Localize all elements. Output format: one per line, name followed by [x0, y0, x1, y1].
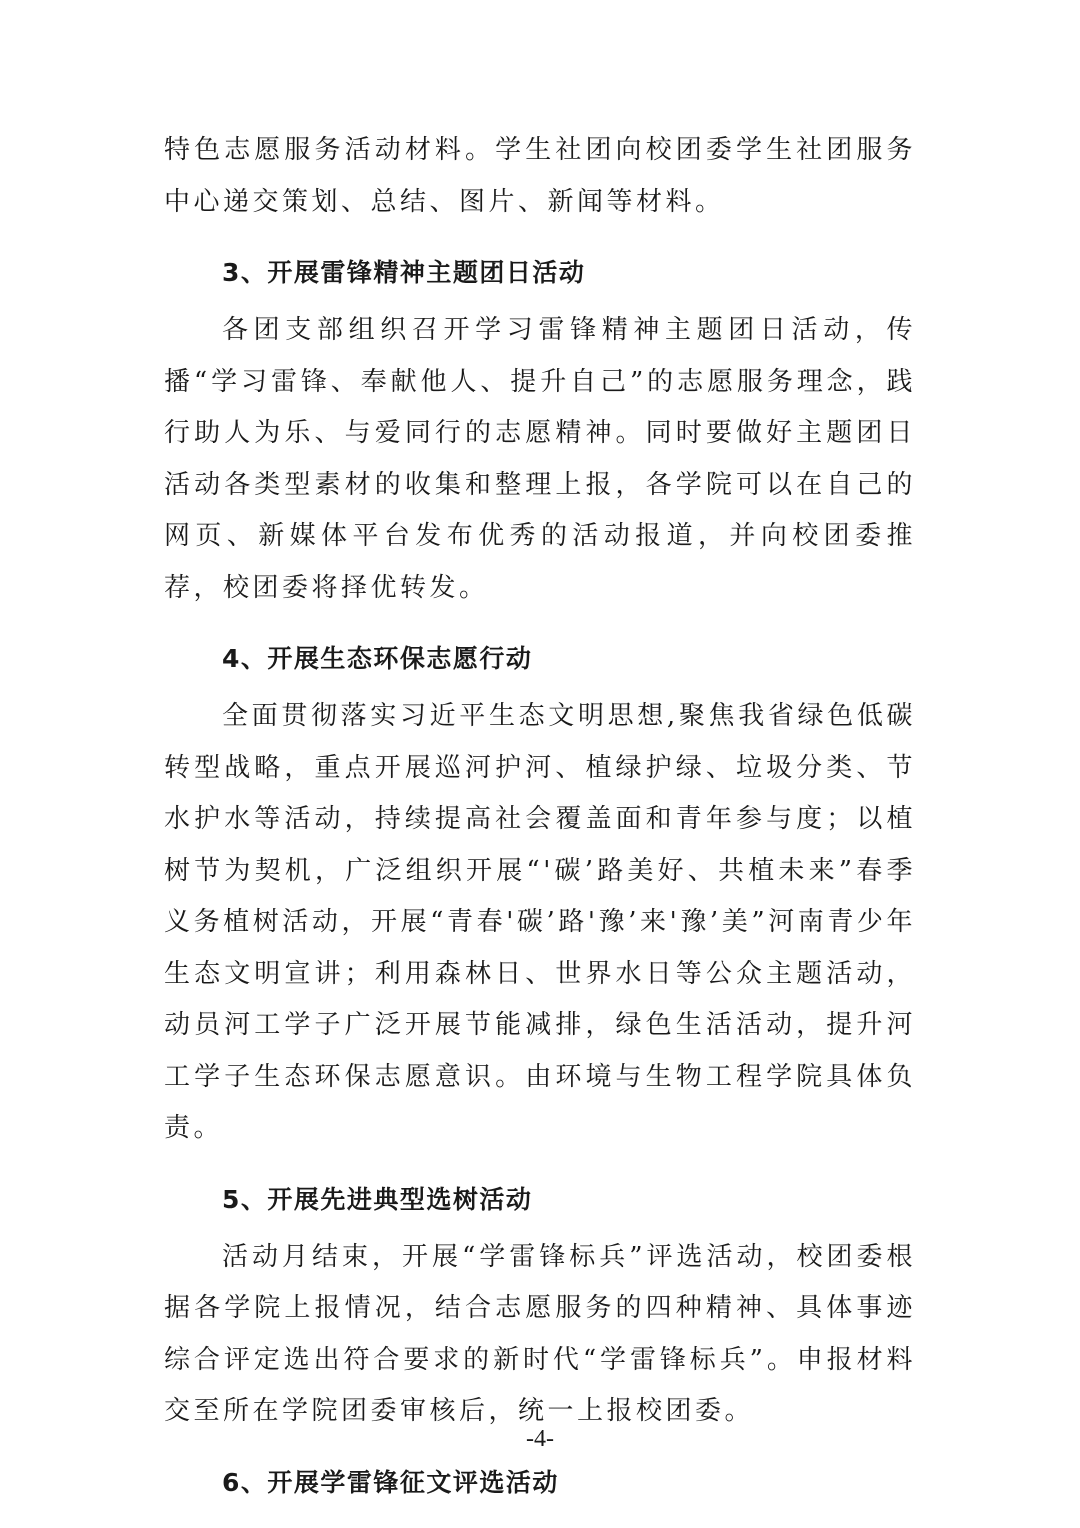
section-heading-3: 3、开展雷锋精神主题团日活动	[222, 258, 586, 287]
document-body	[164, 125, 916, 1515]
section-heading-5: 5、开展先进典型选树活动	[222, 1184, 533, 1214]
paragraph-section-4: 全面贯彻落实习近平生态文明思想,聚焦我省绿色低碳转型战略，重点开展巡河护河、植绿护绿、垃圾分类、节水护水等活动，持续提高社会覆盖面和青年参与度；以植树节为契机，广泛组织开展“'碳’路美好、共植未来”春季义务植树活动，开展“青春'碳’路'豫’来'豫’美”河南青少年生态文明宣讲；利用森林日、世界水日等公众主题活动，动员河工学子广泛开展节能减排，绿色生活活动，提升河工学子生态环保志愿意识。由环境与生物工程学院具体负责。	[164, 701, 916, 1143]
paragraph-continued: 特色志愿服务活动材料。学生社团向校团委学生社团服务中心递交策划、总结、图片、新闻等材料。	[164, 135, 916, 217]
paragraph-section-3: 各团支部组织召开学习雷锋精神主题团日活动，传播“学习雷锋、奉献他人、提升自己”的志愿服务理念，践行助人为乐、与爱同行的志愿精神。同时要做好主题团日活动各类型素材的收集和整理上报，各学院可以在自己的网页、新媒体平台发布优秀的活动报道，并向校团委推荐，校团委将择优转发。	[164, 315, 916, 603]
section-heading-4: 4、开展生态环保志愿行动	[222, 644, 533, 673]
section-heading-6: 6、开展学雷锋征文评选活动	[222, 1467, 559, 1497]
paragraph-section-5: 活动月结束，开展“学雷锋标兵”评选活动，校团委根据各学院上报情况，结合志愿服务的四种精神、具体事迹综合评定选出符合要求的新时代“学雷锋标兵”。申报材料交至所在学院团委审核后，统一上报校团委。	[164, 1241, 916, 1426]
page-number: -4-	[526, 1426, 554, 1452]
